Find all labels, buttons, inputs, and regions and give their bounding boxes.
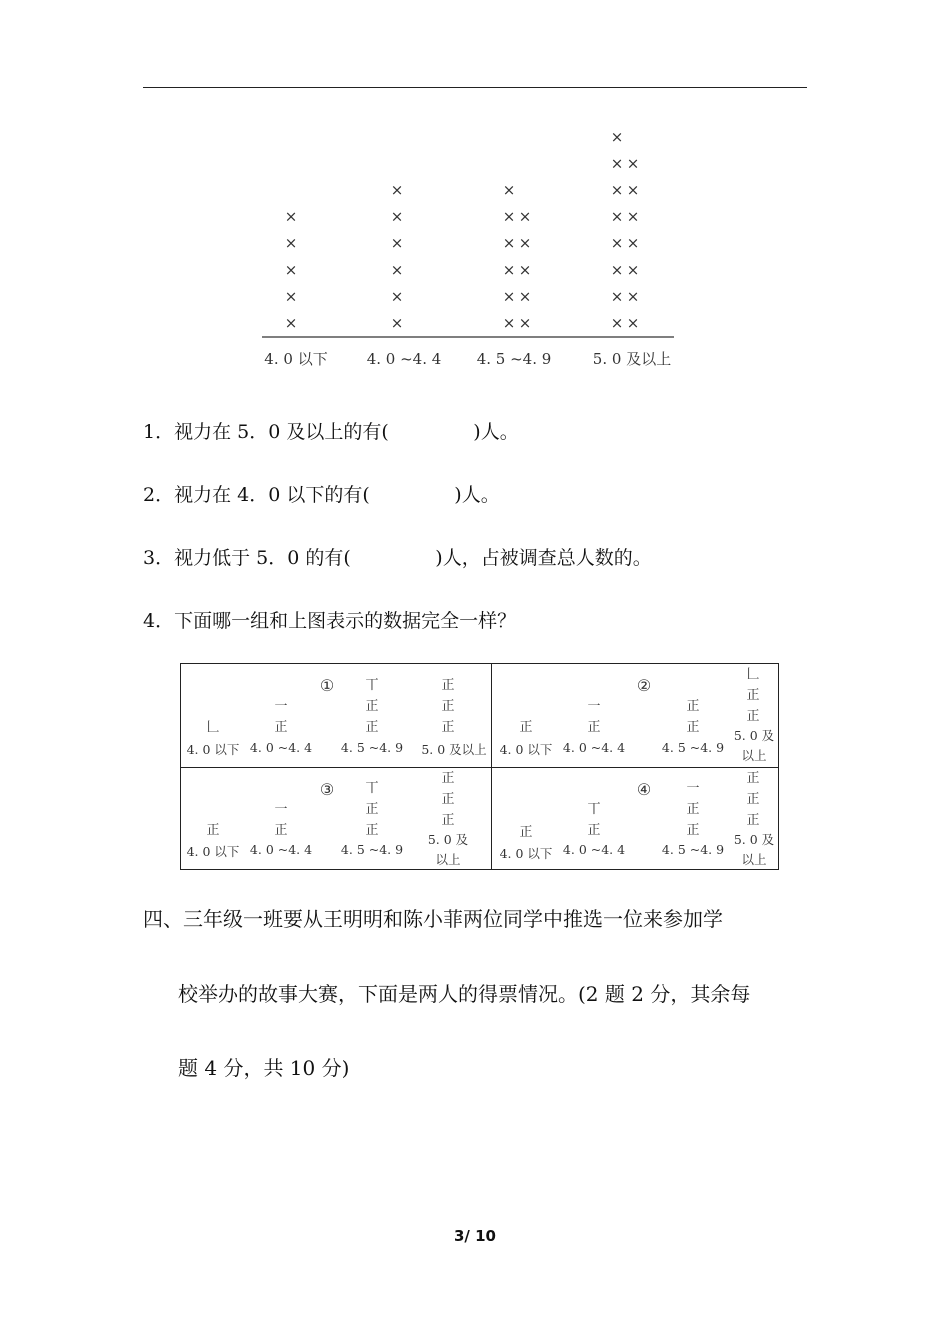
option-1-label-4: 5. 0 及以上 [421, 742, 487, 757]
chart-mark: × [518, 314, 532, 332]
chart-mark: × [610, 207, 624, 226]
option-2-tally-2: 一 正 [587, 699, 601, 735]
option-3-tally-4: 正 正 正 [441, 771, 455, 828]
chart-mark: × [284, 314, 298, 332]
option-3-tally-1: 正 [206, 823, 220, 838]
chart-mark: × [502, 181, 516, 199]
option-1-number: ① [319, 676, 335, 695]
chart-mark: × [502, 234, 516, 253]
chart-category-label: 4. 0 以下 [264, 350, 328, 368]
option-4-label-3: 4. 5 ~4. 9 [661, 842, 725, 857]
question-1: 1．视力在 5．0 及以上的有( )人。 [143, 421, 519, 443]
chart-mark: × [284, 234, 298, 253]
chart-mark: × [390, 181, 404, 199]
option-1-tally-3: 丅 正 正 [365, 678, 379, 735]
chart-mark: × [390, 260, 404, 279]
option-1-label-3: 4. 5 ~4. 9 [340, 740, 404, 755]
option-4-label-2: 4. 0 ~4. 4 [562, 842, 626, 857]
option-2-tally-3: 正 正 [686, 699, 700, 735]
option-2-label-3: 4. 5 ~4. 9 [661, 740, 725, 755]
page-number: 3/ 10 [453, 1227, 496, 1245]
option-2-label-4: 5. 0 及 以上 [733, 728, 775, 763]
option-3-label-3: 4. 5 ~4. 9 [340, 842, 404, 857]
option-4-tally-2: 丅 正 [587, 802, 601, 838]
chart-mark: × [610, 260, 624, 279]
chart-mark: × [518, 207, 532, 226]
options-grid [180, 663, 779, 870]
chart-mark: × [390, 207, 404, 226]
question-2: 2．视力在 4．0 以下的有( )人。 [143, 484, 500, 506]
option-1-tally-2: 一 正 [274, 699, 288, 735]
chart-mark: × [610, 287, 624, 306]
chart-mark: × [284, 260, 298, 279]
chart-mark: × [390, 287, 404, 306]
chart-mark: × [518, 234, 532, 253]
chart-mark: × [626, 181, 640, 199]
chart-mark: × [518, 287, 532, 306]
option-2-label-1: 4. 0 以下 [499, 742, 553, 757]
option-3-label-1: 4. 0 以下 [186, 844, 240, 859]
chart-mark: × [518, 260, 532, 279]
option-3-label-2: 4. 0 ~4. 4 [249, 842, 313, 857]
option-4-tally-1: 正 [519, 825, 533, 840]
section-4-line-1: 四、三年级一班要从王明明和陈小菲两位同学中推选一位来参加学 [143, 907, 723, 931]
chart-mark: × [390, 234, 404, 253]
option-2-tally-1: 正 [519, 720, 533, 735]
option-4-label-1: 4. 0 以下 [499, 846, 553, 861]
chart-mark: × [610, 127, 624, 146]
option-4-label-4: 5. 0 及 以上 [733, 832, 775, 867]
option-3-tally-3: 丅 正 正 [365, 781, 379, 838]
option-3-label-4: 5. 0 及 以上 [427, 832, 469, 867]
question-3: 3．视力低于 5．0 的有( )人，占被调查总人数的。 [143, 547, 652, 569]
chart-mark: × [502, 207, 516, 226]
chart-mark: × [610, 314, 624, 332]
chart-mark: × [610, 234, 624, 253]
chart-mark: × [502, 314, 516, 332]
chart-mark: × [284, 287, 298, 306]
chart-mark: × [610, 181, 624, 199]
option-4-number: ④ [636, 780, 652, 799]
chart-mark: × [390, 314, 404, 332]
option-4-tally-3: 一 正 正 [686, 781, 700, 838]
option-4-tally-4: 正 正 正 [746, 771, 760, 828]
chart-mark: × [626, 234, 640, 253]
option-2-label-2: 4. 0 ~4. 4 [562, 740, 626, 755]
section-4-line-2: 校举办的故事大赛，下面是两人的得票情况。(2 题 2 分，其余每 [178, 982, 751, 1006]
chart-mark: × [626, 287, 640, 306]
vision-dot-plot [0, 0, 950, 400]
question-4: 4．下面哪一组和上图表示的数据完全一样？ [143, 610, 517, 632]
chart-mark: × [626, 154, 640, 173]
chart-mark: × [284, 207, 298, 226]
option-2-number: ② [636, 676, 652, 695]
option-1-label-1: 4. 0 以下 [186, 742, 240, 757]
option-2-tally-4: 𠃊 正 正 [746, 667, 760, 724]
chart-mark: × [626, 260, 640, 279]
option-3-number: ③ [319, 780, 335, 799]
chart-mark: × [502, 260, 516, 279]
section-4-line-3: 题 4 分，共 10 分) [178, 1056, 350, 1080]
option-3-tally-2: 一 正 [274, 802, 288, 838]
chart-category-label: 5. 0 及以上 [592, 350, 672, 368]
option-1-tally-4: 正 正 正 [441, 678, 455, 735]
option-1-tally-1: 𠃊 [206, 720, 220, 735]
chart-mark: × [502, 287, 516, 306]
chart-mark: × [626, 314, 640, 332]
chart-mark: × [626, 207, 640, 226]
option-1-label-2: 4. 0 ~4. 4 [249, 740, 313, 755]
chart-category-label: 4. 5 ~4. 9 [476, 350, 552, 368]
chart-category-label: 4. 0 ~4. 4 [366, 350, 442, 368]
chart-mark: × [610, 154, 624, 173]
grid-divider-horizontal [181, 767, 778, 768]
